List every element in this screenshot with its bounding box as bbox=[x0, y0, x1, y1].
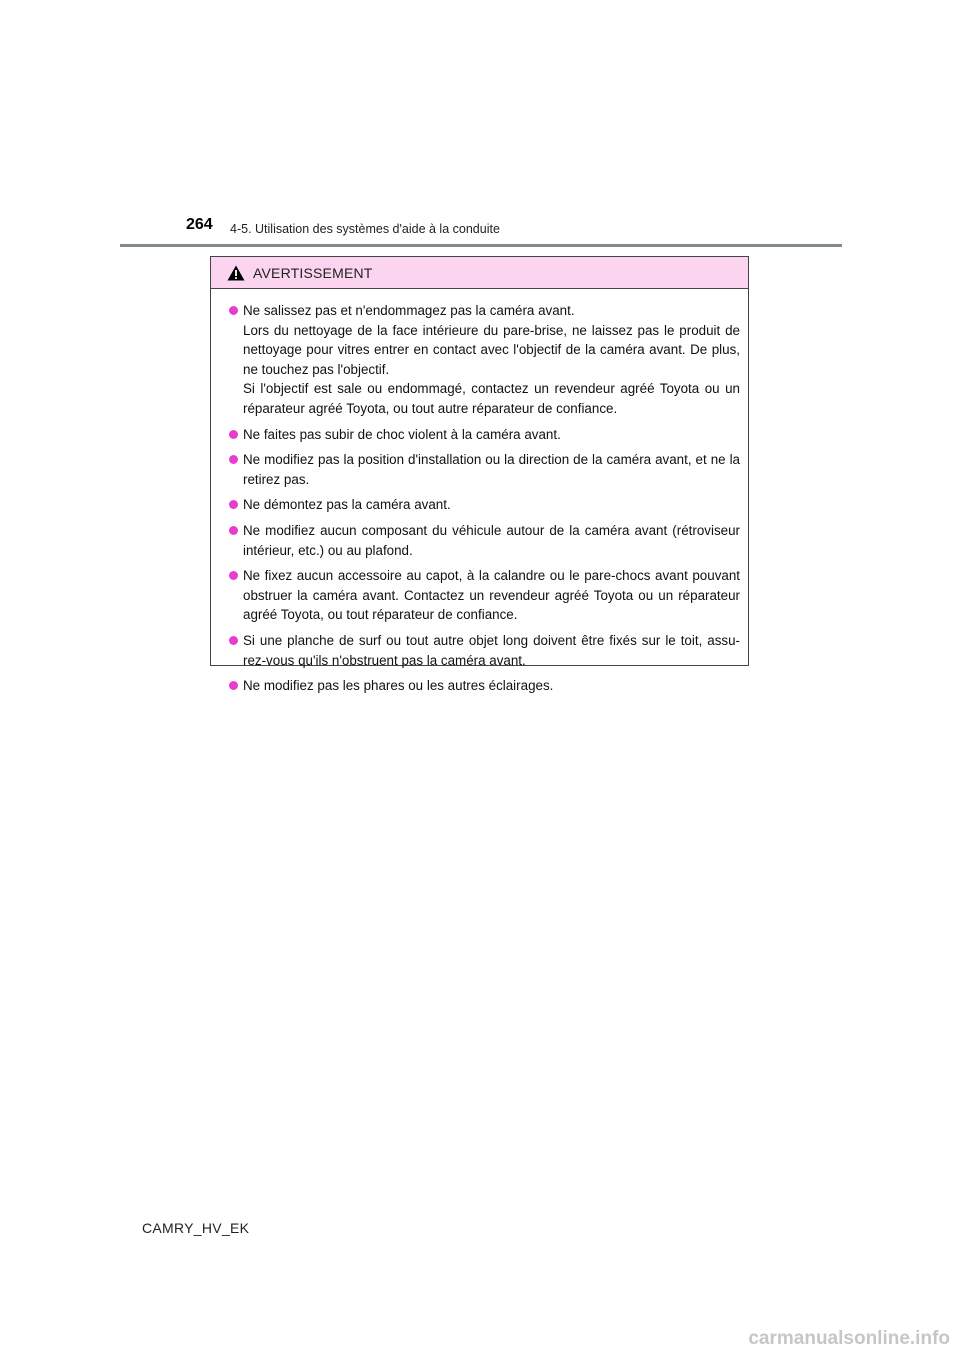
bullet-icon bbox=[229, 455, 238, 464]
warning-header bbox=[211, 257, 748, 289]
warning-box bbox=[210, 256, 749, 694]
warning-item-text: Si l'objectif est sale ou endommagé, contactez un revendeur agréé Toyota ou un réparateur agréé Toyota, ou tout autre réparateur de confiance. bbox=[243, 381, 740, 416]
bullet-icon bbox=[229, 306, 238, 315]
header-divider bbox=[120, 244, 842, 247]
warning-item bbox=[229, 301, 740, 419]
warning-item-text: Ne fixez aucun accessoire au capot, à la calandre ou le pare-chocs avant pouvant obstruer la caméra avant. Contactez un revendeur agréé Toyota ou un réparateur agréé Toyota, ou tout réparateur de confiance. bbox=[243, 568, 740, 623]
warning-item bbox=[229, 521, 740, 560]
warning-item-text: Ne modifiez pas les phares ou les autres éclairages. bbox=[243, 678, 554, 694]
warning-list bbox=[211, 289, 748, 696]
warning-item-text: Si une planche de surf ou tout autre objet long doivent être fixés sur le toit, assu-rez-vous qu'ils n'obstruent pas la caméra avant. bbox=[243, 632, 740, 668]
warning-item-text: Ne salissez pas et n'endommagez pas la caméra avant. bbox=[243, 303, 575, 318]
warning-item bbox=[229, 450, 740, 489]
warning-item-text: Ne modifiez aucun composant du véhicule autour de la caméra avant (rétroviseur intérieur, etc.) ou au plafond. bbox=[243, 522, 740, 558]
warning-item bbox=[229, 631, 740, 670]
warning-item-text: Ne faites pas subir de choc violent à la caméra avant. bbox=[243, 426, 561, 442]
warning-triangle-icon bbox=[227, 265, 245, 281]
warning-item-text: Ne modifiez pas la position d'installation ou la direction de la caméra avant, et ne la retirez pas. bbox=[243, 452, 740, 487]
bullet-icon bbox=[229, 526, 238, 535]
warning-item bbox=[229, 566, 740, 625]
bullet-icon bbox=[229, 500, 238, 509]
bullet-icon bbox=[229, 681, 238, 690]
bullet-icon bbox=[229, 430, 238, 439]
page-number: 264 bbox=[186, 216, 213, 233]
bullet-icon bbox=[229, 636, 238, 645]
section-title: 4-5. Utilisation des systèmes d'aide à la conduite bbox=[230, 222, 500, 236]
bullet-icon bbox=[229, 571, 238, 580]
warning-item-text: Lors du nettoyage de la face intérieure du pare-brise, ne laissez pas le produit de nettoyage pour vitres entrer en contact avec l'objectif de la caméra avant. De plus, ne touchez pas l'objectif. bbox=[243, 322, 740, 377]
warning-item bbox=[229, 495, 740, 515]
warning-title: AVERTISSEMENT bbox=[253, 264, 373, 281]
model-code: CAMRY_HV_EK bbox=[142, 1220, 250, 1236]
warning-item bbox=[229, 676, 740, 696]
watermark: carmanualsonline.info bbox=[748, 1328, 950, 1349]
warning-item bbox=[229, 425, 740, 445]
warning-item-text: Ne démontez pas la caméra avant. bbox=[243, 497, 451, 513]
